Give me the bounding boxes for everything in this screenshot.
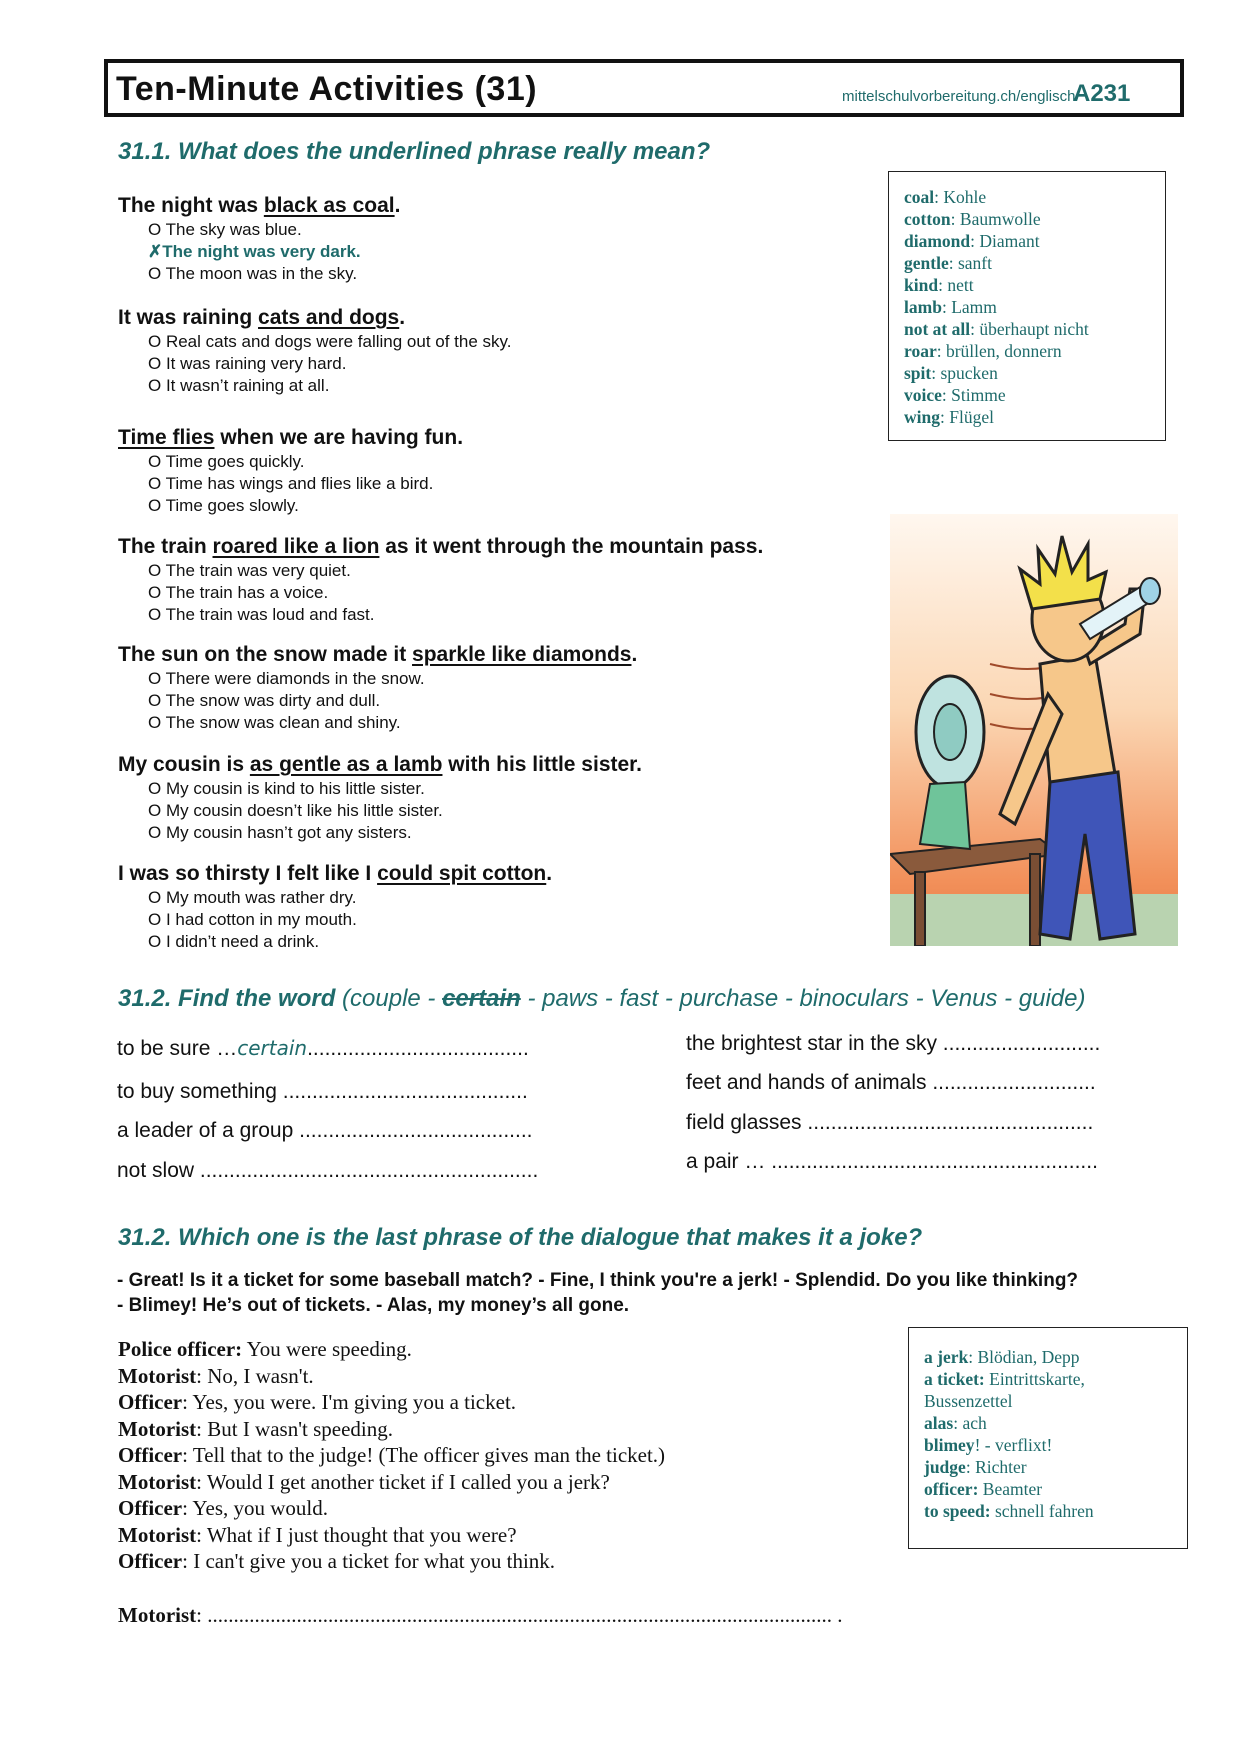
glossary-sep: : — [970, 231, 980, 251]
answer-option[interactable]: O Time goes quickly. — [148, 452, 305, 471]
dialogue-line — [118, 1522, 665, 1549]
stem-text: as it went through the mountain pass. — [379, 535, 764, 558]
answer-options — [148, 451, 878, 517]
glossary-term: judge — [924, 1457, 966, 1477]
glossary-definition: Beamter — [982, 1479, 1043, 1499]
glossary-definition: brüllen, donnern — [945, 341, 1062, 361]
glossary-entry — [924, 1456, 1172, 1478]
answer-option[interactable]: O There were diamonds in the snow. — [148, 669, 425, 688]
answer-options — [148, 668, 878, 734]
glossary-entry — [904, 252, 1150, 274]
glossary-term: a jerk — [924, 1347, 969, 1367]
find-word-item — [686, 1149, 1098, 1174]
glossary-term: to speed: — [924, 1501, 991, 1521]
section2-heading — [118, 985, 1085, 1013]
glossary-term: roar — [904, 341, 937, 361]
underlined-phrase: Time flies — [118, 426, 215, 449]
answer-options — [148, 887, 878, 953]
glossary-sep: : — [938, 275, 948, 295]
dialogue-text: : Yes, you were. I'm giving you a ticket. — [182, 1390, 517, 1414]
glossary-entry — [904, 318, 1150, 340]
site-url: mittelschulvorbereitung.ch/englisch — [842, 88, 1076, 105]
glossary-term: cotton — [904, 209, 951, 229]
find-word-item — [117, 1036, 529, 1061]
glossary-entry — [904, 296, 1150, 318]
glossary-entry — [924, 1412, 1172, 1434]
answer-option[interactable]: O Time goes slowly. — [148, 496, 299, 515]
answer-option[interactable]: O The snow was clean and shiny. — [148, 713, 401, 732]
underlined-phrase: sparkle like diamonds — [412, 643, 632, 666]
glossary-entry — [904, 406, 1150, 428]
glossary-definition: sanft — [957, 253, 992, 273]
dialogue-text: : I can't give you a ticket for what you think. — [182, 1549, 556, 1573]
underlined-phrase: roared like a lion — [212, 535, 380, 558]
answer-option[interactable]: O The train was very quiet. — [148, 561, 351, 580]
dialogue-speaker: Officer — [118, 1496, 183, 1520]
glossary-sep: : — [941, 385, 952, 405]
glossary-entry — [904, 384, 1150, 406]
dialogue-line — [118, 1469, 665, 1496]
section2-struck-word: certain — [442, 985, 521, 1012]
answer-option[interactable]: O I had cotton in my mouth. — [148, 910, 357, 929]
glossary-sep: : — [936, 341, 946, 361]
find-word-prompt: not slow — [117, 1159, 200, 1182]
answer-option[interactable]: O Time has wings and flies like a bird. — [148, 474, 434, 493]
glossary-sep: : — [968, 1347, 978, 1367]
answer-option[interactable]: O My cousin hasn’t got any sisters. — [148, 823, 412, 842]
stem-text: The night was — [118, 194, 264, 217]
find-word-prompt: feet and hands of animals — [686, 1071, 933, 1094]
question-stem — [118, 305, 878, 331]
dialogue-text: You were speeding. — [242, 1337, 412, 1361]
answer-blank[interactable]: : ....................................................................................................................... . — [196, 1603, 843, 1627]
answer-blank[interactable]: .......................................................... — [199, 1159, 539, 1182]
find-word-item — [117, 1118, 533, 1143]
dialogue-speaker: Police officer: — [118, 1337, 243, 1361]
dialogue-speaker: Motorist — [118, 1469, 197, 1494]
glossary-definition: Eintrittskarte, — [989, 1369, 1085, 1389]
glossary-entry — [904, 208, 1150, 230]
glossary-definition: nett — [947, 275, 974, 295]
dialogue-speaker: Motorist — [118, 1522, 197, 1547]
answer-option[interactable]: O It was raining very hard. — [148, 354, 347, 373]
find-word-prompt: a leader of a group — [117, 1119, 300, 1142]
glossary-term: voice — [904, 385, 942, 405]
find-word-item — [686, 1110, 1093, 1135]
glossary-sep: : — [965, 1457, 976, 1477]
answer-option[interactable]: O My mouth was rather dry. — [148, 888, 357, 907]
glossary-entry — [924, 1368, 1172, 1390]
glossary-definition: schnell fahren — [994, 1501, 1094, 1521]
glossary-term: a ticket: — [924, 1369, 985, 1389]
dialogue-speaker: Officer — [118, 1549, 183, 1573]
stem-text: with his little sister. — [442, 753, 643, 776]
question-block — [118, 861, 878, 953]
find-word-answer: certain — [237, 1036, 308, 1060]
answer-option[interactable]: O My cousin doesn’t like his little sister. — [148, 801, 443, 820]
glossary-entry — [924, 1500, 1172, 1522]
answer-option[interactable]: O I didn’t need a drink. — [148, 932, 320, 951]
glossary-definition: Flügel — [949, 407, 994, 427]
glossary-definition: Lamm — [951, 297, 997, 317]
dialogue-text: : Tell that to the judge! (The officer gives man the ticket.) — [182, 1443, 666, 1467]
glossary-term: alas — [924, 1413, 954, 1433]
question-block — [118, 305, 878, 397]
find-word-item — [686, 1031, 1100, 1056]
glossary-definition: überhaupt nicht — [979, 319, 1089, 339]
question-stem — [118, 861, 878, 887]
dialogue-speaker: Motorist — [118, 1363, 197, 1388]
dialogue-text: : No, I wasn't. — [196, 1363, 314, 1388]
glossary-definition: Kohle — [943, 187, 987, 207]
answer-option[interactable]: O The sky was blue. — [148, 220, 302, 239]
stem-text: My cousin is — [118, 753, 250, 776]
answer-options — [148, 331, 878, 397]
answer-blank[interactable]: ............................ — [932, 1071, 1096, 1094]
question-block — [118, 534, 878, 626]
question-stem — [118, 193, 878, 219]
dialogue-speaker: Motorist — [118, 1416, 197, 1441]
glossary-entry — [924, 1390, 1172, 1412]
question-stem — [118, 425, 878, 451]
question-block — [118, 193, 878, 285]
glossary-entry — [904, 340, 1150, 362]
answer-option[interactable]: O My cousin is kind to his little sister. — [148, 779, 425, 798]
dialogue-line — [118, 1336, 665, 1363]
glossary-sep: : — [934, 187, 944, 207]
glossary-definition: verflixt! — [994, 1435, 1053, 1455]
answer-option[interactable]: O The snow was dirty and dull. — [148, 691, 381, 710]
answer-options — [148, 778, 878, 844]
glossary-term: blimey — [924, 1435, 975, 1455]
dialogue-line — [118, 1495, 665, 1522]
section3-heading: 31.2. Which one is the last phrase of the dialogue that makes it a joke? — [118, 1224, 923, 1251]
final-line — [118, 1603, 842, 1628]
glossary-definition: Stimme — [951, 385, 1006, 405]
question-stem — [118, 642, 878, 668]
find-word-prompt: field glasses — [686, 1111, 808, 1134]
question-block — [118, 642, 878, 734]
glossary-definition: Baumwolle — [959, 209, 1041, 229]
question-stem — [118, 752, 878, 778]
section2-heading-title: 31.2. Find the word — [118, 985, 343, 1012]
underlined-phrase: as gentle as a lamb — [249, 753, 443, 776]
glossary-box-2 — [908, 1327, 1188, 1549]
glossary-term: wing — [904, 407, 940, 427]
find-word-prompt: the brightest star in the sky — [686, 1032, 943, 1055]
glossary-sep: : — [939, 407, 950, 427]
stem-text: The train — [118, 535, 213, 558]
worksheet-code: A231 — [1073, 80, 1131, 107]
dialogue-line — [118, 1363, 665, 1390]
glossary-sep: : — [931, 363, 941, 383]
section2-word-list: - paws - fast - purchase - binoculars - Venus - guide) — [520, 985, 1086, 1012]
answer-blank[interactable]: ........................... — [942, 1032, 1101, 1055]
find-word-prompt: a pair … — [686, 1150, 772, 1173]
glossary-definition: Richter — [975, 1457, 1027, 1477]
answer-blank[interactable]: .......................................... — [282, 1080, 528, 1103]
dialogue-text: : But I wasn't speeding. — [196, 1416, 393, 1441]
find-word-item — [117, 1079, 528, 1104]
glossary-definition: spucken — [940, 363, 998, 383]
glossary-term: officer: — [924, 1479, 979, 1499]
glossary-term: not at all — [904, 319, 971, 339]
answer-options — [148, 219, 878, 285]
joke-option-line: - Great! Is it a ticket for some baseball match? - Fine, I think you're a jerk! - Splendid. Do you like thinking? — [117, 1270, 1079, 1291]
underlined-phrase: could spit cotton — [377, 862, 547, 885]
find-word-item — [117, 1158, 538, 1183]
glossary-term: lamb — [904, 297, 942, 317]
glossary-definition: Blödian, Depp — [977, 1347, 1080, 1367]
dialogue-line — [118, 1389, 665, 1416]
glossary-box-1 — [888, 171, 1166, 441]
illustration-svg — [890, 514, 1178, 946]
glossary-entry — [904, 362, 1150, 384]
stem-text: I was so thirsty I felt like I — [118, 862, 378, 885]
glossary-entry — [924, 1346, 1172, 1368]
question-stem — [118, 534, 878, 560]
answer-blank[interactable]: ........................................................ — [771, 1150, 1098, 1173]
dialogue-text: : Would I get another ticket if I called you a jerk? — [196, 1469, 610, 1494]
dialogue-speaker: Officer — [118, 1390, 183, 1414]
answer-option[interactable]: O The moon was in the sky. — [148, 264, 358, 283]
dialogue-line — [118, 1548, 665, 1575]
glossary-entry — [924, 1434, 1172, 1456]
answer-blank[interactable]: ........................................ — [299, 1119, 533, 1142]
glossary-sep: : — [948, 253, 958, 273]
find-word-prompt: to buy something — [117, 1080, 283, 1103]
glossary-sep: : — [970, 319, 980, 339]
section2-heading-open: (couple - — [342, 985, 443, 1012]
answer-options — [148, 560, 878, 626]
find-word-item — [686, 1070, 1096, 1095]
joke-options — [117, 1268, 1078, 1318]
glossary-sep: ! - — [974, 1435, 995, 1455]
dialogue-line — [118, 1442, 665, 1469]
stem-text: when we are having fun. — [214, 426, 464, 449]
section1-heading: 31.1. What does the underlined phrase really mean? — [118, 138, 711, 165]
thirsty-boy-illustration — [890, 514, 1178, 946]
glossary-term: kind — [904, 275, 939, 295]
glossary-sep: : — [953, 1413, 963, 1433]
glossary-entry — [924, 1478, 1172, 1500]
find-word-prompt: to be sure … — [117, 1037, 238, 1060]
question-block — [118, 752, 878, 844]
stem-text: It was raining — [118, 306, 259, 329]
dialogue-line — [118, 1416, 665, 1443]
final-speaker: Motorist — [118, 1603, 197, 1627]
answer-option-checked[interactable]: ✗The night was very dark. — [148, 242, 361, 261]
joke-option-line: - Blimey! He’s out of tickets. - Alas, my money’s all gone. — [117, 1295, 630, 1316]
dialogue-speaker: Officer — [118, 1443, 183, 1467]
answer-option[interactable]: O Real cats and dogs were falling out of the sky. — [148, 332, 512, 351]
underlined-phrase: black as coal — [263, 194, 395, 217]
glossary-sep: : — [950, 209, 960, 229]
glossary-definition: ach — [962, 1413, 987, 1433]
glossary-entry — [904, 230, 1150, 252]
glossary-term: diamond — [904, 231, 971, 251]
dialogue-text: : Yes, you would. — [182, 1496, 328, 1520]
answer-option[interactable]: O It wasn’t raining at all. — [148, 376, 330, 395]
stem-text: The sun on the snow made it — [118, 643, 413, 666]
question-block — [118, 425, 878, 517]
answer-blank[interactable]: ...................................... — [307, 1037, 529, 1060]
dialogue-text: : What if I just thought that you were? — [196, 1522, 517, 1547]
dialogue — [118, 1336, 665, 1575]
glossary-term: spit — [904, 363, 932, 383]
glossary-sep: : — [941, 297, 952, 317]
glossary-term: coal — [904, 187, 935, 207]
stem-text: . — [399, 306, 406, 329]
page-title: Ten-Minute Activities (31) — [116, 70, 538, 108]
answer-option[interactable]: O The train has a voice. — [148, 583, 329, 602]
stem-text: . — [546, 862, 553, 885]
stem-text: . — [394, 194, 401, 217]
answer-blank[interactable]: ................................................. — [807, 1111, 1094, 1134]
glossary-definition: Diamant — [979, 231, 1040, 251]
stem-text: . — [631, 643, 638, 666]
glossary-entry — [904, 274, 1150, 296]
glossary-term: gentle — [904, 253, 949, 273]
underlined-phrase: cats and dogs — [258, 306, 400, 329]
glossary-entry — [904, 186, 1150, 208]
answer-option[interactable]: O The train was loud and fast. — [148, 605, 375, 624]
glossary-definition: Bussenzettel — [924, 1391, 1013, 1411]
